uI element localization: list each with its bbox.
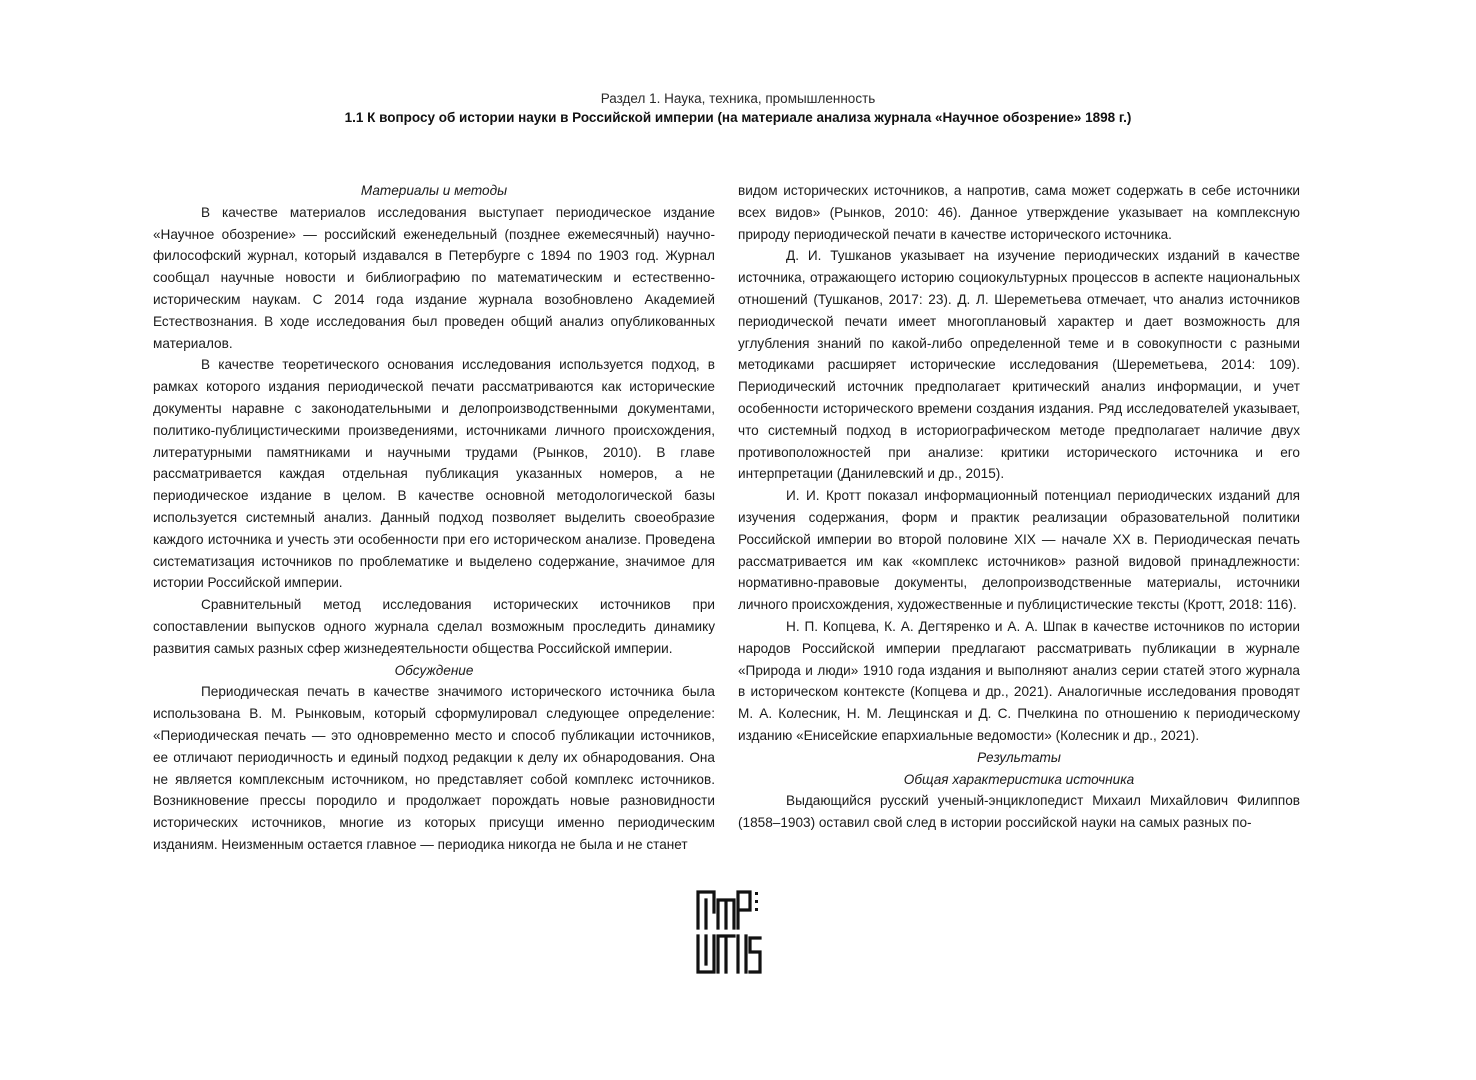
paragraph-filippov: Выдающийся русский ученый-энциклопедист Михаил Михайлович Филиппов (1858–1903) оставил свой след в истории российской науки на самых разных по- [738,793,1300,831]
right-column [738,180,1300,834]
paragraph-materials: В качестве материалов исследования выступает периодическое издание «Научное обозрение» — российский еженедельный (позднее ежемесячный) научно-философский журнал, который издавался в Петербурге с 1894 по 1903 год. Журнал сообщал научные новости и библиографию по математическим и естественно-историческим наукам. С 2014 года издание журнала возобновлено Академией Естествознания. В ходе исследования был проведен общий анализ опубликованных материалов. [153,204,715,351]
paragraph-continuation: видом исторических источников, а напротив, сама может содержать в себе источники всех видов» (Рынков, 2010: 46). Данное утверждение указывает на комплексную природу периодической печати в качестве исторического источника. [738,183,1300,242]
publisher-logo-icon [694,888,762,976]
page-header [0,89,1476,127]
heading-materials-methods: Материалы и методы [360,183,508,198]
paragraph-comparative-method: Сравнительный метод исследования исторических источников при сопоставлении выпусков одного журнала сделал возможным проследить динамику развития самых разных сфер жизнедеятельности общества Российской империи. [153,597,715,656]
paragraph-koptseva: Н. П. Копцева, К. А. Дегтяренко и А. А. Шпак в качестве источников по истории народов Российской империи предлагают рассматривать публикации в журнале «Природа и люди» 1910 года издания и выполняют анализ серии статей этого журнала в историческом контексте (Копцева и др., 2021). Аналогичные исследования проводят М. А. Колесник, Н. М. Лещинская и Д. С. Пчелкина по отношению к периодическому изданию «Енисейские епархиальные ведомости» (Колесник и др., 2021). [738,618,1300,743]
left-column [153,180,715,856]
heading-discussion: Обсуждение [394,662,474,678]
heading-source-characteristics: Общая характеристика источника [903,771,1135,787]
paragraph-periodical-press: Периодическая печать в качестве значимого исторического источника была использована В. М. Рынковым, который сформулировал следующее определение: «Периодическая печать — это одновременно место и способ публикации источников, ее отличают периодичность и единый подход редакции к делу их обнародования. Она не является комплексным источником, но представляет собой комплекс источников. Возникновение прессы породило и продолжает порождать новые разновидности исторических источников, многие из которых присущи именно периодическим изданиям. Неизменным остается главное — периодика никогда не была и не станет [153,684,715,852]
paragraph-krott: И. И. Кротт показал информационный потенциал периодических изданий для изучения содержания, форм и практик реализации образовательной политики Российской империи во второй половине XIX — начале XX в. Периодическая печать рассматривается им как «комплекс источников» разной видовой принадлежности: нормативно-правовые документы, делопроизводственные материалы, источники личного происхождения, художественные и публицистические тексты (Кротт, 2018: 116). [738,488,1300,613]
section-label: Раздел 1. Наука, техника, промышленность [600,91,876,106]
chapter-title: 1.1 К вопросу об истории науки в Российской империи (на материале анализа журнала «Научное обозрение» 1898 г.) [344,110,1132,125]
paragraph-tushkanov: Д. И. Тушканов указывает на изучение периодических изданий в качестве источника, отражающего историю социокультурных процессов в аспекте национальных отношений (Тушканов, 2017: 23). Д. Л. Шереметьева отмечает, что анализ источников периодической печати имеет многоплановый характер и дает возможность для углубления знаний по какой-либо определенной теме и в совокупности с разными методиками расширяет исторические исследования (Шереметьева, 2014: 109). Периодический источник предполагает критический анализ информации, и учет особенности исторического времени создания издания. Ряд исследователей указывает, что системный подход в историографическом методе предполагает наличие двух противоположностей при анализе: критики исторического источника и его интерпретации (Данилевский и др., 2015). [738,248,1300,482]
paragraph-theory: В качестве теоретического основания исследования используется подход, в рамках которого издания периодической печати рассматриваются как исторические документы наравне с законодательными и делопроизводственными документами, политико-публицистическими произведениями, источниками личного происхождения, литературными памятниками и научными трудами (Рынков, 2010). В главе рассматривается каждая отдельная публикация указанных номеров, а не периодическое издание в целом. В качестве основной методологической базы используется системный анализ. Данный подход позволяет выделить своеобразие каждого источника и учесть эти особенности при его историческом анализе. Проведена систематизация источников по проблематике и выделено содержание, значимое для истории Российской империи. [153,357,715,591]
heading-results: Результаты [977,749,1061,765]
